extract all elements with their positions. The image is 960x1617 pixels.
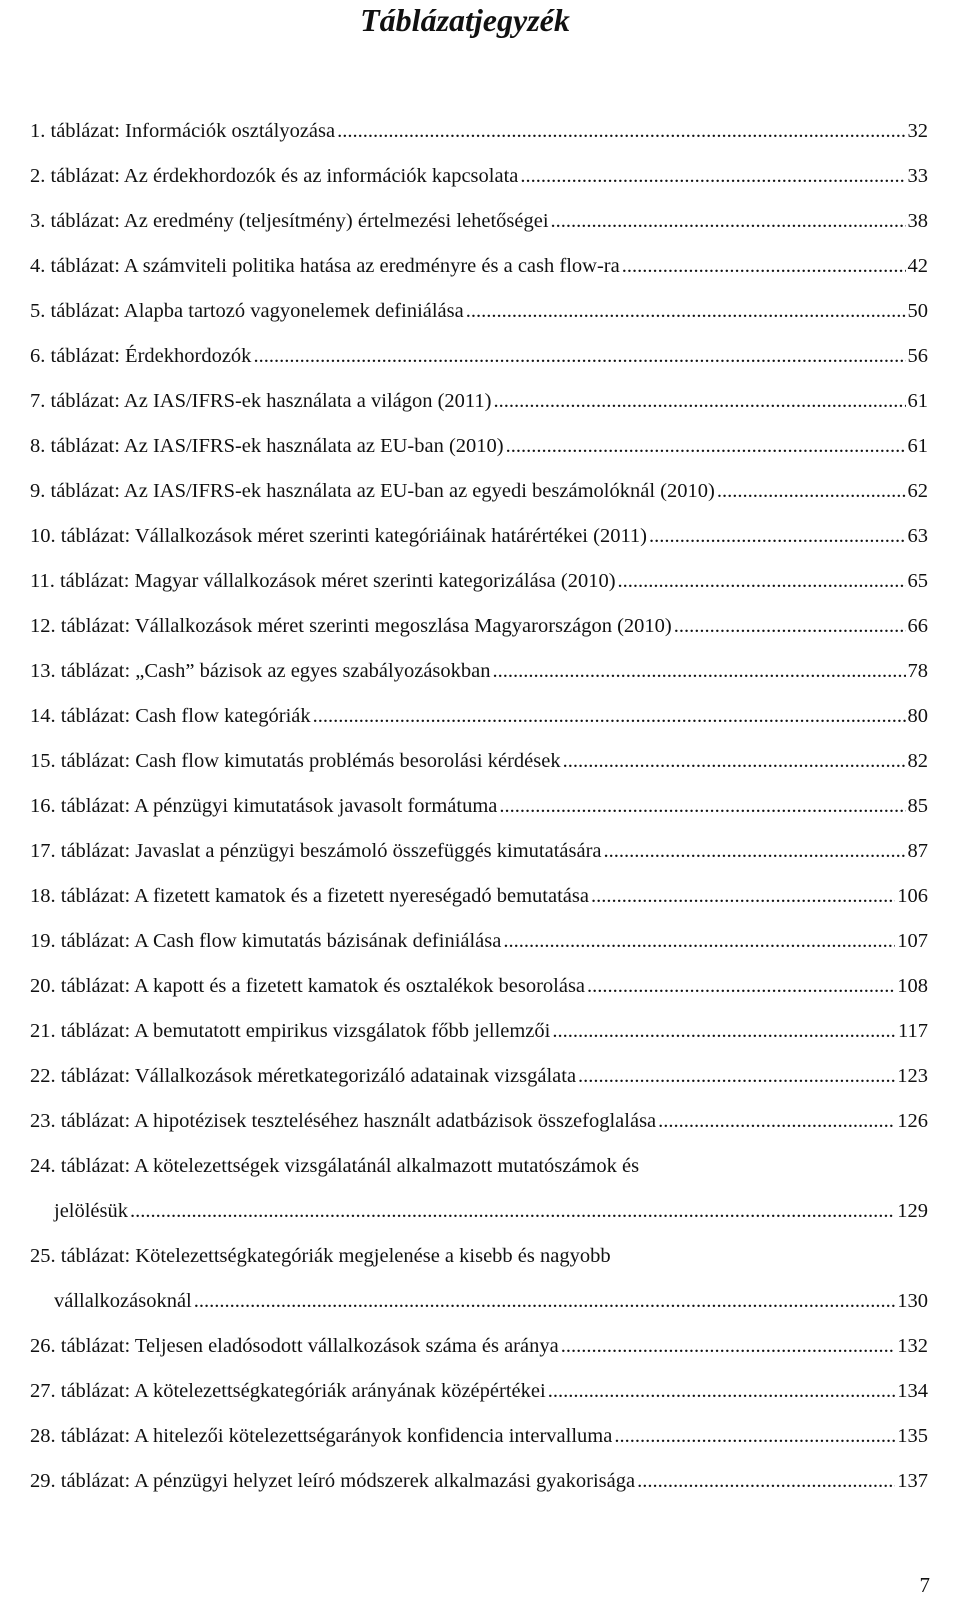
toc-entry-page: 106	[897, 885, 928, 907]
dot-leader	[637, 1459, 895, 1504]
toc-entry-page: 61	[907, 435, 928, 457]
toc-entry-page: 56	[907, 345, 928, 367]
toc-entry-page: 33	[907, 165, 928, 187]
toc-entry-page: 42	[907, 255, 928, 277]
toc-entry[interactable]	[30, 1009, 928, 1054]
toc-entry-label: 14. táblázat: Cash flow kategóriák	[30, 705, 311, 727]
toc-entry-continuation	[30, 1279, 928, 1324]
toc-entry[interactable]	[30, 1459, 928, 1504]
toc-entry-page: 50	[907, 300, 928, 322]
dot-leader	[194, 1279, 895, 1324]
toc-entry-page: 78	[907, 660, 928, 682]
dot-leader	[604, 829, 906, 874]
toc-entry-page: 62	[907, 480, 928, 502]
toc-entry-label: 17. táblázat: Javaslat a pénzügyi beszámoló összefüggés kimutatására	[30, 840, 602, 862]
dot-leader	[493, 649, 906, 694]
dot-leader	[548, 1369, 896, 1414]
toc-entry-label: 24. táblázat: A kötelezettségek vizsgálatánál alkalmazott mutatószámok és	[30, 1155, 640, 1177]
toc-entry-page: 137	[897, 1470, 928, 1492]
toc-entry[interactable]	[30, 784, 928, 829]
dot-leader	[658, 1099, 895, 1144]
toc-entry-page: 117	[898, 1020, 928, 1042]
toc-entry[interactable]	[30, 739, 928, 784]
toc-entry[interactable]	[30, 1324, 928, 1369]
toc-entry[interactable]	[30, 514, 928, 559]
toc-entry-label: 11. táblázat: Magyar vállalkozások méret szerinti kategorizálása (2010)	[30, 570, 616, 592]
toc-entry-page: 108	[897, 975, 928, 997]
dot-leader	[551, 199, 906, 244]
dot-leader	[561, 1324, 896, 1369]
toc-entry-page: 126	[897, 1110, 928, 1132]
toc-entry-label: 15. táblázat: Cash flow kimutatás problémás besorolási kérdések	[30, 750, 561, 772]
toc-entry-label: 7. táblázat: Az IAS/IFRS-ek használata a világon (2011)	[30, 390, 492, 412]
toc-entry-page: 66	[907, 615, 928, 637]
toc-entry[interactable]	[30, 829, 928, 874]
toc-entry-page: 107	[897, 930, 928, 952]
toc-entry[interactable]	[30, 559, 928, 604]
toc-entry-page: 134	[897, 1380, 928, 1402]
toc-entry-page: 129	[897, 1200, 928, 1222]
toc-entry[interactable]	[30, 109, 928, 154]
toc-entry[interactable]	[30, 874, 928, 919]
toc-entry-label: 8. táblázat: Az IAS/IFRS-ek használata az EU-ban (2010)	[30, 435, 504, 457]
toc-entry-label: 23. táblázat: A hipotézisek teszteléséhez használt adatbázisok összefoglalása	[30, 1110, 657, 1132]
dot-leader	[337, 109, 905, 154]
toc-entry-label: 28. táblázat: A hitelezői kötelezettségarányok konfidencia intervalluma	[30, 1425, 613, 1447]
toc-entry[interactable]	[30, 649, 928, 694]
toc-entry-page: 135	[897, 1425, 928, 1447]
toc-entry-page: 87	[907, 840, 928, 862]
toc-entry[interactable]	[30, 1369, 928, 1414]
toc-entry-label: 16. táblázat: A pénzügyi kimutatások javasolt formátuma	[30, 795, 498, 817]
dot-leader	[717, 469, 906, 514]
toc-entry-label: 26. táblázat: Teljesen eladósodott vállalkozások száma és aránya	[30, 1335, 559, 1357]
dot-leader	[614, 1414, 895, 1459]
toc-entry[interactable]	[30, 469, 928, 514]
page-title: Táblázatjegyzék	[360, 2, 570, 38]
dot-leader	[130, 1189, 895, 1234]
toc-entry-label: 6. táblázat: Érdekhordozók	[30, 345, 252, 367]
dot-leader	[253, 334, 905, 379]
toc-entry[interactable]	[30, 1054, 928, 1099]
toc-entry-label-continued: vállalkozásoknál	[54, 1290, 192, 1312]
dot-leader	[506, 424, 906, 469]
toc-entry-page: 85	[907, 795, 928, 817]
toc-entry-label: 20. táblázat: A kapott és a fizetett kamatok és osztalékok besorolása	[30, 975, 586, 997]
toc-entry[interactable]	[30, 1099, 928, 1144]
toc-entry-label: 25. táblázat: Kötelezettségkategóriák megjelenése a kisebb és nagyobb	[30, 1245, 611, 1267]
dot-leader	[313, 694, 906, 739]
dot-leader	[622, 244, 906, 289]
toc-entry[interactable]	[30, 604, 928, 649]
toc-entry[interactable]	[30, 1414, 928, 1459]
toc-entry[interactable]	[30, 694, 928, 739]
dot-leader	[587, 964, 895, 1009]
dot-leader	[563, 739, 906, 784]
dot-leader	[466, 289, 906, 334]
dot-leader	[591, 874, 895, 919]
toc-entry-label: 27. táblázat: A kötelezettségkategóriák arányának középértékei	[30, 1380, 546, 1402]
toc-entry-label: 1. táblázat: Információk osztályozása	[30, 120, 336, 142]
toc-entry-page: 130	[897, 1290, 928, 1312]
toc-entry-page: 32	[907, 120, 928, 142]
toc-entry-label: 4. táblázat: A számviteli politika hatása az eredményre és a cash flow-ra	[30, 255, 620, 277]
dot-leader	[618, 559, 906, 604]
page-number: 7	[919, 1573, 930, 1597]
toc-entry-label: 22. táblázat: Vállalkozások méretkategorizáló adatainak vizsgálata	[30, 1065, 577, 1087]
dot-leader	[520, 154, 905, 199]
toc-entry[interactable]	[30, 289, 928, 334]
toc-entry-label: 3. táblázat: Az eredmény (teljesítmény) értelmezési lehetőségei	[30, 210, 549, 232]
toc-entry-label: 12. táblázat: Vállalkozások méret szerinti megoszlása Magyarországon (2010)	[30, 615, 672, 637]
toc-entry-label: 2. táblázat: Az érdekhordozók és az információk kapcsolata	[30, 165, 519, 187]
toc-entry-label: 21. táblázat: A bemutatott empirikus vizsgálatok főbb jellemzői	[30, 1020, 551, 1042]
toc-entry-page: 82	[907, 750, 928, 772]
dot-leader	[578, 1054, 895, 1099]
toc-entry-label: 5. táblázat: Alapba tartozó vagyonelemek definiálása	[30, 300, 464, 322]
toc-entry[interactable]	[30, 334, 928, 379]
toc-entry-label: 10. táblázat: Vállalkozások méret szerinti kategóriáinak határértékei (2011)	[30, 525, 648, 547]
toc-entry-label: 19. táblázat: A Cash flow kimutatás bázisának definiálása	[30, 930, 502, 952]
dot-leader	[494, 379, 906, 424]
dot-leader	[649, 514, 905, 559]
toc-entry[interactable]	[30, 154, 928, 199]
dot-leader	[499, 784, 905, 829]
dot-leader	[503, 919, 895, 964]
toc-entry[interactable]	[30, 919, 928, 964]
toc-entry-continuation	[30, 1189, 928, 1234]
toc-entry[interactable]	[30, 964, 928, 1009]
toc-entry[interactable]	[30, 199, 928, 244]
toc-entry[interactable]	[30, 244, 928, 289]
toc-entry-label: 9. táblázat: Az IAS/IFRS-ek használata az EU-ban az egyedi beszámolóknál (2010)	[30, 480, 715, 502]
toc-entry-page: 123	[897, 1065, 928, 1087]
toc-entry-label: 13. táblázat: „Cash” bázisok az egyes szabályozásokban	[30, 660, 491, 682]
table-of-tables-list	[30, 109, 928, 1504]
toc-entry-page: 132	[897, 1335, 928, 1357]
toc-entry-label-continued: jelölésük	[54, 1200, 129, 1222]
toc-entry-label: 29. táblázat: A pénzügyi helyzet leíró módszerek alkalmazási gyakorisága	[30, 1470, 636, 1492]
toc-entry[interactable]	[30, 1234, 928, 1324]
toc-entry-page: 63	[907, 525, 928, 547]
dot-leader	[552, 1009, 896, 1054]
toc-entry-label: 18. táblázat: A fizetett kamatok és a fizetett nyereségadó bemutatása	[30, 885, 589, 907]
toc-entry-page: 38	[907, 210, 928, 232]
toc-entry[interactable]	[30, 424, 928, 469]
toc-entry-page: 65	[907, 570, 928, 592]
dot-leader	[674, 604, 906, 649]
toc-entry[interactable]	[30, 379, 928, 424]
toc-entry-page: 80	[907, 705, 928, 727]
toc-entry[interactable]	[30, 1144, 928, 1234]
toc-entry-page: 61	[907, 390, 928, 412]
